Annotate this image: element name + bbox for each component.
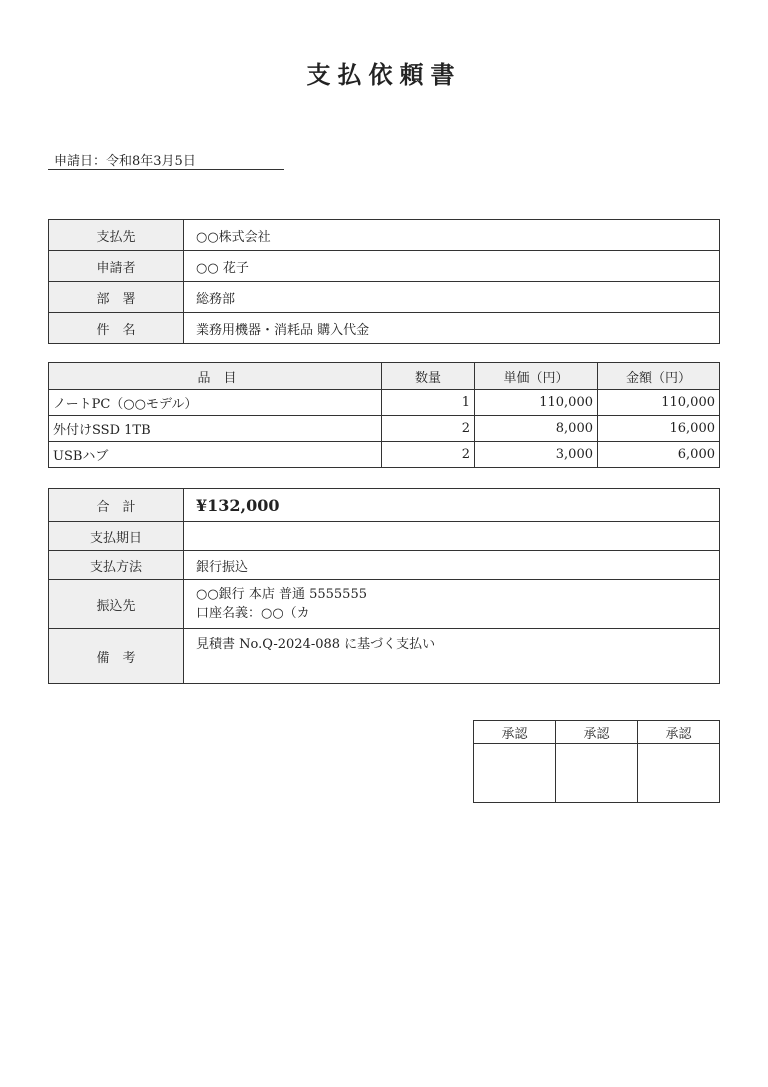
payee-value: ○○株式会社: [184, 220, 720, 251]
remarks-label: 備 考: [49, 629, 184, 684]
remarks-row: [49, 629, 720, 684]
approval-stamp-table: [473, 720, 720, 803]
item-quantity: 1: [382, 390, 475, 416]
payee-label: 支払先: [49, 220, 184, 251]
payment-method-row: [49, 551, 720, 580]
item-unit-price: 3,000: [475, 442, 598, 468]
approval-header: 承認: [474, 721, 556, 744]
applicant-value: ○○ 花子: [184, 251, 720, 282]
quantity-header: 数量: [382, 363, 475, 390]
approval-stamp-row: [474, 744, 720, 803]
items-header-row: [49, 363, 720, 390]
total-label: 合 計: [49, 489, 184, 522]
item-amount: 6,000: [598, 442, 720, 468]
unit-price-header: 単価（円）: [475, 363, 598, 390]
remarks-value: 見積書 No.Q-2024-088 に基づく支払い: [184, 629, 720, 684]
approval-header: 承認: [638, 721, 720, 744]
item-quantity: 2: [382, 442, 475, 468]
due-date-row: [49, 522, 720, 551]
application-date: 申請日：令和8年3月5日: [48, 150, 284, 170]
items-table: [48, 362, 720, 468]
item-name: ノートPC（○○モデル）: [49, 390, 382, 416]
info-row-subject: [49, 313, 720, 344]
info-row-applicant: [49, 251, 720, 282]
item-name: USBハブ: [49, 442, 382, 468]
department-label: 部 署: [49, 282, 184, 313]
approval-stamp-box: [474, 744, 556, 803]
approval-header: 承認: [556, 721, 638, 744]
applicant-label: 申請者: [49, 251, 184, 282]
payment-method-value: 銀行振込: [184, 551, 720, 580]
summary-table: [48, 488, 720, 684]
item-amount: 110,000: [598, 390, 720, 416]
transfer-account-row: [49, 580, 720, 629]
item-unit-price: 8,000: [475, 416, 598, 442]
item-quantity: 2: [382, 416, 475, 442]
total-row: [49, 489, 720, 522]
info-row-department: [49, 282, 720, 313]
approval-header-row: [474, 721, 720, 744]
item-amount: 16,000: [598, 416, 720, 442]
due-date-label: 支払期日: [49, 522, 184, 551]
transfer-account-label: 振込先: [49, 580, 184, 629]
transfer-bank-line: ○○銀行 本店 普通 5555555: [196, 587, 367, 602]
department-value: 総務部: [184, 282, 720, 313]
transfer-account-value: [184, 580, 720, 629]
table-row: [49, 390, 720, 416]
info-row-payee: [49, 220, 720, 251]
amount-header: 金額（円）: [598, 363, 720, 390]
payee-info-table: [48, 219, 720, 344]
document-title: 支払依頼書: [306, 60, 462, 89]
approval-stamp-box: [638, 744, 720, 803]
item-name: 外付けSSD 1TB: [49, 416, 382, 442]
table-row: [49, 442, 720, 468]
item-name-header: 品 目: [49, 363, 382, 390]
due-date-value: [184, 522, 720, 551]
subject-label: 件 名: [49, 313, 184, 344]
table-row: [49, 416, 720, 442]
item-unit-price: 110,000: [475, 390, 598, 416]
transfer-holder-line: 口座名義：○○（カ: [196, 606, 310, 621]
subject-value: 業務用機器・消耗品 購入代金: [184, 313, 720, 344]
payment-method-label: 支払方法: [49, 551, 184, 580]
total-value: ¥132,000: [184, 489, 720, 522]
approval-stamp-box: [556, 744, 638, 803]
